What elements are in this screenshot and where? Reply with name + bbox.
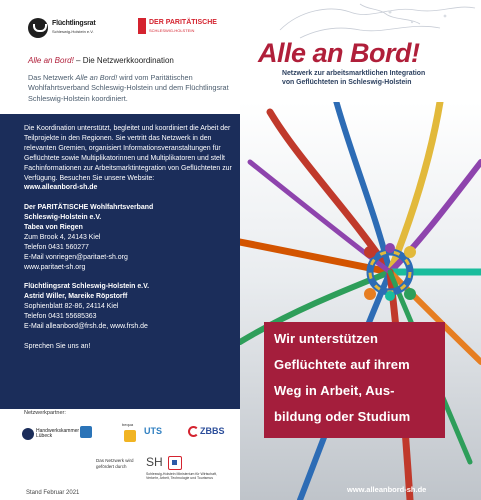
paritaet-logo-sub: SCHLESWIG-HOLSTEIN xyxy=(149,28,195,33)
claim-line-3: Weg in Arbeit, Aus- xyxy=(274,383,395,398)
claim-line-4: bildung oder Studium xyxy=(274,409,411,424)
paritaet-website[interactable]: www.paritaet-sh.org xyxy=(24,263,86,271)
sh-ministry-text: Schleswig-Holstein Ministerium für Wirtschaft, Verkehr, Arbeit, Technologie und Tourismus xyxy=(146,472,217,481)
claim-line-2: Geflüchtete auf ihrem xyxy=(274,357,410,372)
date-stamp: Stand Februar 2021 xyxy=(26,490,80,496)
bequa-emblem-icon xyxy=(124,430,136,442)
right-panel xyxy=(240,0,481,500)
subtitle-line2: von Geflüchteten in Schleswig-Holstein xyxy=(282,78,412,86)
frsh-contact-persons: Astrid Willer, Mareike Röpstorff xyxy=(24,293,128,301)
zbbs-logo xyxy=(188,426,225,437)
contact-fluechtlingsrat xyxy=(24,282,236,332)
paritaet-address: Zum Brook 4, 24143 Kiel xyxy=(24,233,101,241)
ihk-logo xyxy=(80,426,94,438)
hwk-line2: Lübeck xyxy=(36,433,53,439)
sh-ministry-logo xyxy=(146,455,226,487)
closing-line: Sprechen Sie uns an! xyxy=(24,342,91,350)
intro-network-name: Alle an Bord! xyxy=(75,73,118,82)
coordination-info-box xyxy=(0,114,240,409)
frsh-address: Sophienblatt 82-86, 24114 Kiel xyxy=(24,303,119,311)
partner-logos xyxy=(22,420,236,448)
fluechtlingsrat-logo xyxy=(28,18,100,38)
frsh-org: Flüchtlingsrat Schleswig-Holstein e.V. xyxy=(24,283,150,291)
bequa-logo xyxy=(122,422,138,442)
uts-logo: UTS xyxy=(144,426,162,436)
paritaet-org-line2: Schleswig-Holstein e.V. xyxy=(24,214,102,222)
left-panel xyxy=(0,0,240,500)
intro-pre: Das Netzwerk xyxy=(28,73,76,82)
paritaet-square-icon xyxy=(138,18,146,34)
brand-subtitle xyxy=(282,70,481,88)
claim-line-1: Wir unterstützen xyxy=(274,331,379,346)
section-heading xyxy=(28,56,174,65)
brand-title: Alle an Bord! xyxy=(258,38,420,68)
paritaet-logo xyxy=(138,18,218,38)
coordination-paragraph xyxy=(24,124,236,193)
heading-rest: – Die Netzwerkkoordination xyxy=(73,56,174,65)
intro-text xyxy=(28,73,240,104)
paritaet-contact-person: Tabea von Riegen xyxy=(24,224,83,232)
contact-paritaet xyxy=(24,203,236,272)
hwk-logo xyxy=(22,428,79,440)
paritaet-email[interactable]: E-Mail vonriegen@paritaet-sh.org xyxy=(24,253,128,261)
paritaet-phone: Telefon 0431 560277 xyxy=(24,243,89,251)
heading-network-name: Alle an Bord! xyxy=(28,56,74,65)
map-outline-icon xyxy=(240,0,481,40)
funding-note: Das Netzwerk wird gefördert durch xyxy=(96,458,134,469)
sh-mark: SH xyxy=(146,455,163,469)
paritaet-org-line1: Der PARITÄTISCHE Wohlfahrtsverband xyxy=(24,204,154,212)
intro-post: wird vom Paritätischen Wohlfahrtsverband Schleswig-Holstein und dem Flüchtlingsrat Schleswig-Holstein koordiniert. xyxy=(28,73,229,103)
frsh-email[interactable]: E-Mail alleanbord@frsh.de, www.frsh.de xyxy=(24,323,148,331)
coordination-text: Die Koordination unterstützt, begleitet und koordiniert die Arbeit der Teilprojekte in den Regionen. Sie vertritt das Netzwerk in den relevanten Gremien, organisiert Informationsveranstaltungen für Geflüchtete sowie Multiplikatorinnen und Multiplikatoren und stellt Fachinformationen zur Arbeitsmarktintegration von Geflüchteten zur Verfügung. Besuchen Sie unsere Website: xyxy=(24,125,232,182)
claim-box xyxy=(264,322,445,438)
zbbs-arc-icon xyxy=(188,426,199,437)
zbbs-name: ZBBS xyxy=(200,426,225,436)
ropes-photo xyxy=(240,102,481,500)
website-link[interactable]: www.alleanbord-sh.de xyxy=(24,184,98,192)
hwk-line1: Handwerkskammer xyxy=(36,427,80,434)
subtitle-line1: Netzwerk zur arbeitsmarktlichen Integration xyxy=(282,70,426,77)
hwk-emblem-icon xyxy=(22,428,34,440)
footer-url[interactable]: www.alleanbord-sh.de xyxy=(347,485,427,494)
fluechtlingsrat-mark-icon xyxy=(28,18,48,38)
sh-crest-icon xyxy=(168,456,182,470)
paritaet-logo-name: DER PARITÄTISCHE xyxy=(149,19,217,26)
fluechtlingsrat-logo-sub: Schleswig-Holstein e.V. xyxy=(52,29,94,34)
ihk-emblem-icon xyxy=(80,426,92,438)
frsh-phone: Telefon 0431 55685363 xyxy=(24,313,97,321)
fluechtlingsrat-logo-name: Flüchtlingsrat xyxy=(52,20,96,27)
partners-label: Netzwerkpartner: xyxy=(24,410,66,416)
bequa-name: bequa xyxy=(122,422,134,427)
